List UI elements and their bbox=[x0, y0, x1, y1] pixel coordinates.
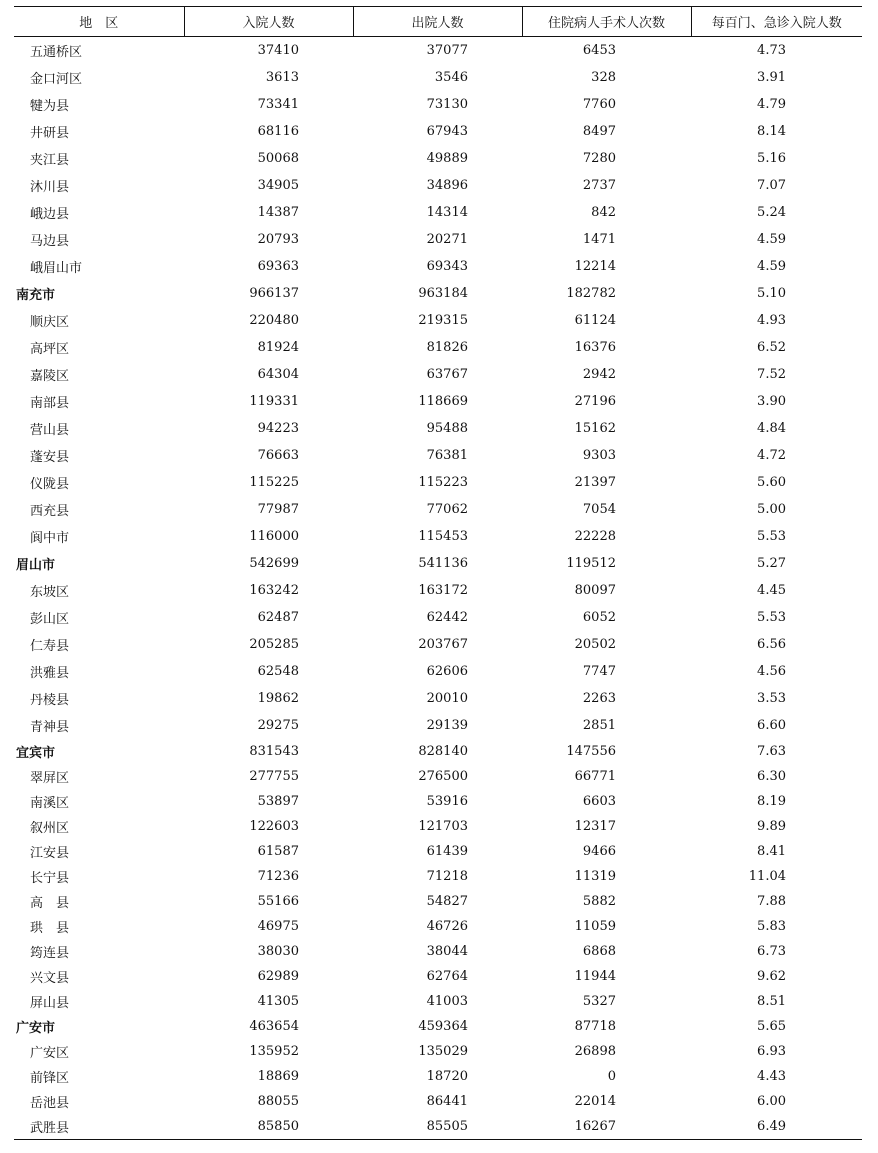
admitted-cell: 966137 bbox=[249, 286, 299, 301]
header-admitted: 入院人数 bbox=[184, 7, 353, 37]
region-cell: 蓬安县 bbox=[30, 450, 70, 465]
table-row-city bbox=[14, 1014, 862, 1039]
table-row bbox=[14, 118, 862, 145]
admitted-cell: 14387 bbox=[257, 205, 299, 220]
surgeries-cell: 61124 bbox=[574, 313, 616, 328]
admission-rate-cell: 6.93 bbox=[757, 1044, 786, 1059]
surgeries-cell: 15162 bbox=[574, 421, 616, 436]
region-cell: 仁寿县 bbox=[30, 639, 70, 654]
table-row bbox=[14, 1039, 862, 1064]
admission-rate-cell: 5.60 bbox=[757, 475, 786, 490]
header-discharged: 出院人数 bbox=[353, 7, 522, 37]
surgeries-cell: 7280 bbox=[582, 151, 616, 166]
admitted-cell: 463654 bbox=[249, 1019, 299, 1034]
discharged-cell: 135029 bbox=[418, 1044, 468, 1059]
region-cell: 嘉陵区 bbox=[30, 369, 70, 384]
discharged-cell: 62764 bbox=[426, 969, 468, 984]
discharged-cell: 41003 bbox=[426, 994, 468, 1009]
table-row bbox=[14, 631, 862, 658]
surgeries-cell: 147556 bbox=[566, 744, 616, 759]
admission-rate-cell: 8.14 bbox=[757, 124, 786, 139]
admission-rate-cell: 5.00 bbox=[757, 502, 786, 517]
discharged-cell: 14314 bbox=[426, 205, 468, 220]
discharged-cell: 81826 bbox=[426, 340, 468, 355]
discharged-cell: 76381 bbox=[426, 448, 468, 463]
admission-rate-cell: 6.73 bbox=[757, 944, 786, 959]
region-cell: 武胜县 bbox=[30, 1121, 70, 1136]
region-cell: 马边县 bbox=[30, 234, 70, 249]
surgeries-cell: 9466 bbox=[582, 844, 616, 859]
admitted-cell: 135952 bbox=[249, 1044, 299, 1059]
table-row bbox=[14, 253, 862, 280]
table-row bbox=[14, 764, 862, 789]
surgeries-cell: 6453 bbox=[582, 43, 616, 58]
surgeries-cell: 80097 bbox=[574, 583, 616, 598]
admission-rate-cell: 6.60 bbox=[757, 718, 786, 733]
table-row bbox=[14, 469, 862, 496]
surgeries-cell: 7054 bbox=[582, 502, 616, 517]
table-body bbox=[14, 37, 862, 1140]
admission-rate-cell: 6.30 bbox=[757, 769, 786, 784]
surgeries-cell: 11944 bbox=[574, 969, 616, 984]
admitted-cell: 122603 bbox=[249, 819, 299, 834]
surgeries-cell: 16376 bbox=[574, 340, 616, 355]
admission-rate-cell: 4.93 bbox=[757, 313, 786, 328]
region-cell: 广安市 bbox=[16, 1021, 56, 1036]
surgeries-cell: 328 bbox=[591, 70, 616, 85]
table-row bbox=[14, 839, 862, 864]
region-cell: 南溪区 bbox=[30, 796, 70, 811]
region-cell: 阆中市 bbox=[30, 531, 70, 546]
admitted-cell: 20793 bbox=[257, 232, 299, 247]
region-cell: 西充县 bbox=[30, 504, 70, 519]
admission-rate-cell: 5.65 bbox=[757, 1019, 786, 1034]
discharged-cell: 3546 bbox=[434, 70, 468, 85]
admitted-cell: 34905 bbox=[257, 178, 299, 193]
region-cell: 珙 县 bbox=[30, 921, 70, 936]
surgeries-cell: 0 bbox=[607, 1069, 616, 1084]
admission-rate-cell: 9.62 bbox=[757, 969, 786, 984]
admitted-cell: 69363 bbox=[257, 259, 299, 274]
surgeries-cell: 8497 bbox=[582, 124, 616, 139]
discharged-cell: 163172 bbox=[418, 583, 468, 598]
table-row bbox=[14, 964, 862, 989]
region-cell: 叙州区 bbox=[30, 821, 70, 836]
admission-rate-cell: 7.63 bbox=[757, 744, 786, 759]
surgeries-cell: 1471 bbox=[582, 232, 616, 247]
discharged-cell: 37077 bbox=[426, 43, 468, 58]
discharged-cell: 67943 bbox=[426, 124, 468, 139]
admission-rate-cell: 6.52 bbox=[757, 340, 786, 355]
surgeries-cell: 6052 bbox=[582, 610, 616, 625]
admitted-cell: 19862 bbox=[257, 691, 299, 706]
region-cell: 彭山区 bbox=[30, 612, 70, 627]
table-row bbox=[14, 577, 862, 604]
region-cell: 犍为县 bbox=[30, 99, 70, 114]
region-cell: 洪雅县 bbox=[30, 666, 70, 681]
region-cell: 南部县 bbox=[30, 396, 70, 411]
discharged-cell: 828140 bbox=[418, 744, 468, 759]
discharged-cell: 46726 bbox=[426, 919, 468, 934]
admission-rate-cell: 4.45 bbox=[757, 583, 786, 598]
surgeries-cell: 842 bbox=[591, 205, 616, 220]
admission-rate-cell: 4.43 bbox=[757, 1069, 786, 1084]
region-cell: 夹江县 bbox=[30, 153, 70, 168]
region-cell: 青神县 bbox=[30, 720, 70, 735]
region-cell: 前锋区 bbox=[30, 1071, 70, 1086]
header-region: 地 区 bbox=[14, 7, 184, 37]
table-row bbox=[14, 914, 862, 939]
surgeries-cell: 11319 bbox=[574, 869, 616, 884]
table-row bbox=[14, 199, 862, 226]
admitted-cell: 41305 bbox=[257, 994, 299, 1009]
discharged-cell: 20271 bbox=[426, 232, 468, 247]
admission-rate-cell: 6.56 bbox=[757, 637, 786, 652]
admission-rate-cell: 4.79 bbox=[757, 97, 786, 112]
admitted-cell: 81924 bbox=[257, 340, 299, 355]
admitted-cell: 62548 bbox=[257, 664, 299, 679]
discharged-cell: 115453 bbox=[418, 529, 468, 544]
admission-rate-cell: 5.27 bbox=[757, 556, 786, 571]
surgeries-cell: 2851 bbox=[582, 718, 616, 733]
discharged-cell: 18720 bbox=[426, 1069, 468, 1084]
region-cell: 长宁县 bbox=[30, 871, 70, 886]
discharged-cell: 115223 bbox=[418, 475, 468, 490]
admission-rate-cell: 5.10 bbox=[757, 286, 786, 301]
region-cell: 东坡区 bbox=[30, 585, 70, 600]
admission-rate-cell: 4.59 bbox=[757, 232, 786, 247]
table-row bbox=[14, 1089, 862, 1114]
discharged-cell: 62606 bbox=[426, 664, 468, 679]
admission-rate-cell: 3.90 bbox=[757, 394, 786, 409]
region-cell: 宜宾市 bbox=[16, 746, 56, 761]
table-row bbox=[14, 226, 862, 253]
admission-rate-cell: 7.88 bbox=[757, 894, 786, 909]
discharged-cell: 86441 bbox=[426, 1094, 468, 1109]
table-row bbox=[14, 604, 862, 631]
statistics-table-page bbox=[14, 6, 862, 1140]
admission-rate-cell: 6.49 bbox=[757, 1119, 786, 1134]
discharged-cell: 121703 bbox=[418, 819, 468, 834]
admission-rate-cell: 5.53 bbox=[757, 610, 786, 625]
surgeries-cell: 6603 bbox=[582, 794, 616, 809]
discharged-cell: 49889 bbox=[426, 151, 468, 166]
admitted-cell: 62989 bbox=[257, 969, 299, 984]
discharged-cell: 95488 bbox=[426, 421, 468, 436]
region-cell: 高 县 bbox=[30, 896, 70, 911]
table-row bbox=[14, 415, 862, 442]
admitted-cell: 94223 bbox=[257, 421, 299, 436]
table-row bbox=[14, 989, 862, 1014]
discharged-cell: 53916 bbox=[426, 794, 468, 809]
discharged-cell: 61439 bbox=[426, 844, 468, 859]
surgeries-cell: 16267 bbox=[574, 1119, 616, 1134]
table-row bbox=[14, 939, 862, 964]
admitted-cell: 277755 bbox=[249, 769, 299, 784]
admitted-cell: 542699 bbox=[249, 556, 299, 571]
admitted-cell: 71236 bbox=[257, 869, 299, 884]
surgeries-cell: 6868 bbox=[582, 944, 616, 959]
region-cell: 广安区 bbox=[30, 1046, 70, 1061]
table-header-row bbox=[14, 7, 862, 37]
discharged-cell: 459364 bbox=[418, 1019, 468, 1034]
table-row bbox=[14, 864, 862, 889]
admitted-cell: 163242 bbox=[249, 583, 299, 598]
table-row bbox=[14, 814, 862, 839]
region-cell: 岳池县 bbox=[30, 1096, 70, 1111]
discharged-cell: 38044 bbox=[426, 944, 468, 959]
discharged-cell: 29139 bbox=[426, 718, 468, 733]
table-row bbox=[14, 172, 862, 199]
admitted-cell: 61587 bbox=[257, 844, 299, 859]
table-row bbox=[14, 145, 862, 172]
discharged-cell: 541136 bbox=[418, 556, 468, 571]
region-cell: 峨眉山市 bbox=[30, 261, 83, 276]
admission-rate-cell: 8.19 bbox=[757, 794, 786, 809]
admitted-cell: 62487 bbox=[257, 610, 299, 625]
region-cell: 营山县 bbox=[30, 423, 70, 438]
admission-rate-cell: 5.53 bbox=[757, 529, 786, 544]
region-cell: 五通桥区 bbox=[30, 45, 83, 60]
surgeries-cell: 5882 bbox=[582, 894, 616, 909]
discharged-cell: 54827 bbox=[426, 894, 468, 909]
region-cell: 南充市 bbox=[16, 288, 56, 303]
table-row bbox=[14, 442, 862, 469]
discharged-cell: 77062 bbox=[426, 502, 468, 517]
surgeries-cell: 2263 bbox=[582, 691, 616, 706]
region-cell: 仪陇县 bbox=[30, 477, 70, 492]
header-surgeries: 住院病人手术人次数 bbox=[522, 7, 691, 37]
table-row bbox=[14, 307, 862, 334]
surgeries-cell: 20502 bbox=[574, 637, 616, 652]
region-cell: 眉山市 bbox=[16, 558, 56, 573]
region-cell: 顺庆区 bbox=[30, 315, 70, 330]
surgeries-cell: 26898 bbox=[574, 1044, 616, 1059]
surgeries-cell: 12317 bbox=[574, 819, 616, 834]
discharged-cell: 20010 bbox=[426, 691, 468, 706]
admission-rate-cell: 4.73 bbox=[757, 43, 786, 58]
discharged-cell: 71218 bbox=[426, 869, 468, 884]
table-row bbox=[14, 523, 862, 550]
admission-rate-cell: 5.16 bbox=[757, 151, 786, 166]
discharged-cell: 73130 bbox=[426, 97, 468, 112]
surgeries-cell: 66771 bbox=[574, 769, 616, 784]
table-row bbox=[14, 91, 862, 118]
hospital-admissions-table bbox=[14, 6, 862, 1139]
surgeries-cell: 12214 bbox=[574, 259, 616, 274]
discharged-cell: 219315 bbox=[418, 313, 468, 328]
surgeries-cell: 22228 bbox=[574, 529, 616, 544]
admitted-cell: 205285 bbox=[249, 637, 299, 652]
table-row bbox=[14, 658, 862, 685]
surgeries-cell: 27196 bbox=[574, 394, 616, 409]
region-cell: 屏山县 bbox=[30, 996, 70, 1011]
admitted-cell: 53897 bbox=[257, 794, 299, 809]
admission-rate-cell: 9.89 bbox=[757, 819, 786, 834]
admission-rate-cell: 8.51 bbox=[757, 994, 786, 1009]
admitted-cell: 38030 bbox=[257, 944, 299, 959]
region-cell: 筠连县 bbox=[30, 946, 70, 961]
table-bottom-rule bbox=[14, 1139, 862, 1140]
table-row bbox=[14, 334, 862, 361]
admitted-cell: 831543 bbox=[249, 744, 299, 759]
region-cell: 金口河区 bbox=[30, 72, 83, 87]
admission-rate-cell: 7.07 bbox=[757, 178, 786, 193]
admission-rate-cell: 8.41 bbox=[757, 844, 786, 859]
discharged-cell: 34896 bbox=[426, 178, 468, 193]
surgeries-cell: 5327 bbox=[582, 994, 616, 1009]
admission-rate-cell: 11.04 bbox=[748, 869, 786, 884]
discharged-cell: 85505 bbox=[426, 1119, 468, 1134]
admitted-cell: 55166 bbox=[257, 894, 299, 909]
table-row bbox=[14, 712, 862, 739]
admitted-cell: 3613 bbox=[265, 70, 299, 85]
discharged-cell: 118669 bbox=[418, 394, 468, 409]
admission-rate-cell: 4.72 bbox=[757, 448, 786, 463]
admission-rate-cell: 5.83 bbox=[757, 919, 786, 934]
admission-rate-cell: 5.24 bbox=[757, 205, 786, 220]
table-row bbox=[14, 1064, 862, 1089]
surgeries-cell: 21397 bbox=[574, 475, 616, 490]
admission-rate-cell: 3.91 bbox=[757, 70, 786, 85]
surgeries-cell: 22014 bbox=[574, 1094, 616, 1109]
region-cell: 峨边县 bbox=[30, 207, 70, 222]
table-row bbox=[14, 496, 862, 523]
surgeries-cell: 119512 bbox=[566, 556, 616, 571]
region-cell: 江安县 bbox=[30, 846, 70, 861]
admitted-cell: 220480 bbox=[249, 313, 299, 328]
table-row-city bbox=[14, 280, 862, 307]
admitted-cell: 73341 bbox=[257, 97, 299, 112]
admission-rate-cell: 4.59 bbox=[757, 259, 786, 274]
table-row-city bbox=[14, 550, 862, 577]
discharged-cell: 276500 bbox=[418, 769, 468, 784]
surgeries-cell: 182782 bbox=[566, 286, 616, 301]
admission-rate-cell: 4.56 bbox=[757, 664, 786, 679]
surgeries-cell: 7747 bbox=[582, 664, 616, 679]
region-cell: 沐川县 bbox=[30, 180, 70, 195]
admitted-cell: 88055 bbox=[257, 1094, 299, 1109]
surgeries-cell: 11059 bbox=[574, 919, 616, 934]
region-cell: 兴文县 bbox=[30, 971, 70, 986]
admitted-cell: 64304 bbox=[257, 367, 299, 382]
discharged-cell: 963184 bbox=[418, 286, 468, 301]
table-row bbox=[14, 361, 862, 388]
admitted-cell: 46975 bbox=[257, 919, 299, 934]
region-cell: 丹棱县 bbox=[30, 693, 70, 708]
table-row bbox=[14, 889, 862, 914]
admitted-cell: 68116 bbox=[257, 124, 299, 139]
admission-rate-cell: 6.00 bbox=[757, 1094, 786, 1109]
region-cell: 井研县 bbox=[30, 126, 70, 141]
admitted-cell: 85850 bbox=[257, 1119, 299, 1134]
surgeries-cell: 9303 bbox=[582, 448, 616, 463]
region-cell: 高坪区 bbox=[30, 342, 70, 357]
discharged-cell: 69343 bbox=[426, 259, 468, 274]
table-row bbox=[14, 64, 862, 91]
admission-rate-cell: 7.52 bbox=[757, 367, 786, 382]
region-cell: 翠屏区 bbox=[30, 771, 70, 786]
surgeries-cell: 2942 bbox=[582, 367, 616, 382]
admitted-cell: 37410 bbox=[257, 43, 299, 58]
table-row bbox=[14, 388, 862, 415]
admitted-cell: 119331 bbox=[249, 394, 299, 409]
admitted-cell: 116000 bbox=[249, 529, 299, 544]
table-row bbox=[14, 685, 862, 712]
header-admission-rate: 每百门、急诊入院人数 bbox=[691, 7, 862, 37]
table-row bbox=[14, 37, 862, 65]
admitted-cell: 115225 bbox=[249, 475, 299, 490]
admitted-cell: 77987 bbox=[257, 502, 299, 517]
surgeries-cell: 2737 bbox=[582, 178, 616, 193]
surgeries-cell: 7760 bbox=[582, 97, 616, 112]
admitted-cell: 76663 bbox=[257, 448, 299, 463]
admitted-cell: 29275 bbox=[257, 718, 299, 733]
admission-rate-cell: 3.53 bbox=[757, 691, 786, 706]
discharged-cell: 63767 bbox=[426, 367, 468, 382]
discharged-cell: 62442 bbox=[426, 610, 468, 625]
admitted-cell: 18869 bbox=[257, 1069, 299, 1084]
admitted-cell: 50068 bbox=[257, 151, 299, 166]
table-row-city bbox=[14, 739, 862, 764]
table-row bbox=[14, 1114, 862, 1139]
discharged-cell: 203767 bbox=[418, 637, 468, 652]
admission-rate-cell: 4.84 bbox=[757, 421, 786, 436]
table-row bbox=[14, 789, 862, 814]
surgeries-cell: 87718 bbox=[574, 1019, 616, 1034]
